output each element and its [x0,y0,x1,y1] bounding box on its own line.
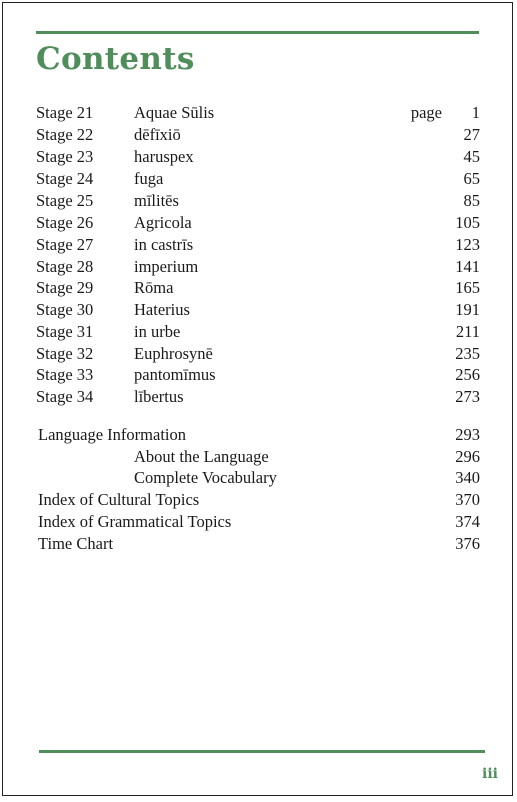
toc-row-stage [36,234,482,256]
page-number: 256 [455,365,480,384]
page-number: 296 [455,447,480,466]
stage-title: imperium [134,257,199,276]
toc-row-back-matter [36,467,482,489]
page-number: 165 [455,278,480,297]
stage-title: Agricola [134,213,192,232]
page-number: 340 [455,468,480,487]
toc-row-back-matter [36,533,482,555]
toc-row-stage [36,212,482,234]
toc-row-stage [36,299,482,321]
stage-title: Aquae Sūlis [134,103,215,122]
page-label: page [410,103,442,122]
toc-row-stage [36,343,482,365]
stage-title: lībertus [134,387,184,406]
toc-row-stage [36,168,482,190]
page-number: 374 [455,512,480,531]
section-title: Index of Grammatical Topics [38,512,232,531]
page-number: 191 [455,300,480,319]
stage-number: Stage 31 [36,322,94,341]
page-number: 235 [455,344,480,363]
stage-number: Stage 33 [36,365,94,384]
section-title: Complete Vocabulary [134,468,277,487]
page-number: 370 [455,490,480,509]
stage-number: Stage 29 [36,278,94,297]
stage-number: Stage 26 [36,213,94,232]
toc-row-stage [36,124,482,146]
stage-title: haruspex [134,147,194,166]
toc-row-stage [36,321,482,343]
page-number: 141 [455,257,480,276]
toc-row-stage [36,190,482,212]
stage-number: Stage 32 [36,344,94,363]
stage-title: Haterius [134,300,190,319]
page-number: 293 [455,425,480,444]
stage-title: in castrīs [134,235,194,254]
page-folio: iii [482,766,498,782]
stage-number: Stage 25 [36,191,94,210]
toc-row-stage [36,102,482,124]
stage-title: fuga [134,169,164,188]
top-rule [36,31,479,34]
stage-title: pantomīmus [134,365,216,384]
toc-row-stage [36,364,482,386]
stage-number: Stage 28 [36,257,94,276]
page-number: 65 [463,169,480,188]
stage-number: Stage 34 [36,387,94,406]
page-number: 1 [471,103,480,122]
stage-number: Stage 27 [36,235,94,254]
stage-title: dēfīxiō [134,125,181,144]
toc-row-stage [36,146,482,168]
stage-number: Stage 23 [36,147,94,166]
section-title: Language Information [38,425,186,444]
page-number: 273 [455,387,480,406]
toc-row-back-matter [36,511,482,533]
stage-title: in urbe [134,322,181,341]
section-title: Time Chart [38,534,114,553]
bottom-rule [39,750,485,753]
toc-row-back-matter [36,489,482,511]
section-title: Index of Cultural Topics [38,490,200,509]
page-number: 85 [463,191,480,210]
stage-number: Stage 24 [36,169,94,188]
stage-title: mīlitēs [134,191,179,210]
stage-title: Euphrosynē [134,344,213,363]
page-number: 105 [455,213,480,232]
section-title: About the Language [134,447,269,466]
book-page [2,2,513,796]
page-number: 123 [455,235,480,254]
page-number: 45 [463,147,480,166]
toc-row-stage [36,277,482,299]
toc-row-back-matter [36,446,482,468]
page-number: 376 [455,534,480,553]
stage-number: Stage 30 [36,300,94,319]
toc-row-stage [36,256,482,278]
page-number: 211 [455,322,480,341]
stage-number: Stage 21 [36,103,94,122]
stage-number: Stage 22 [36,125,94,144]
toc-row-back-matter [36,424,482,446]
toc-row-stage [36,386,482,408]
stage-title: Rōma [134,278,174,297]
page-number: 27 [463,125,480,144]
page-title: Contents [36,41,195,77]
